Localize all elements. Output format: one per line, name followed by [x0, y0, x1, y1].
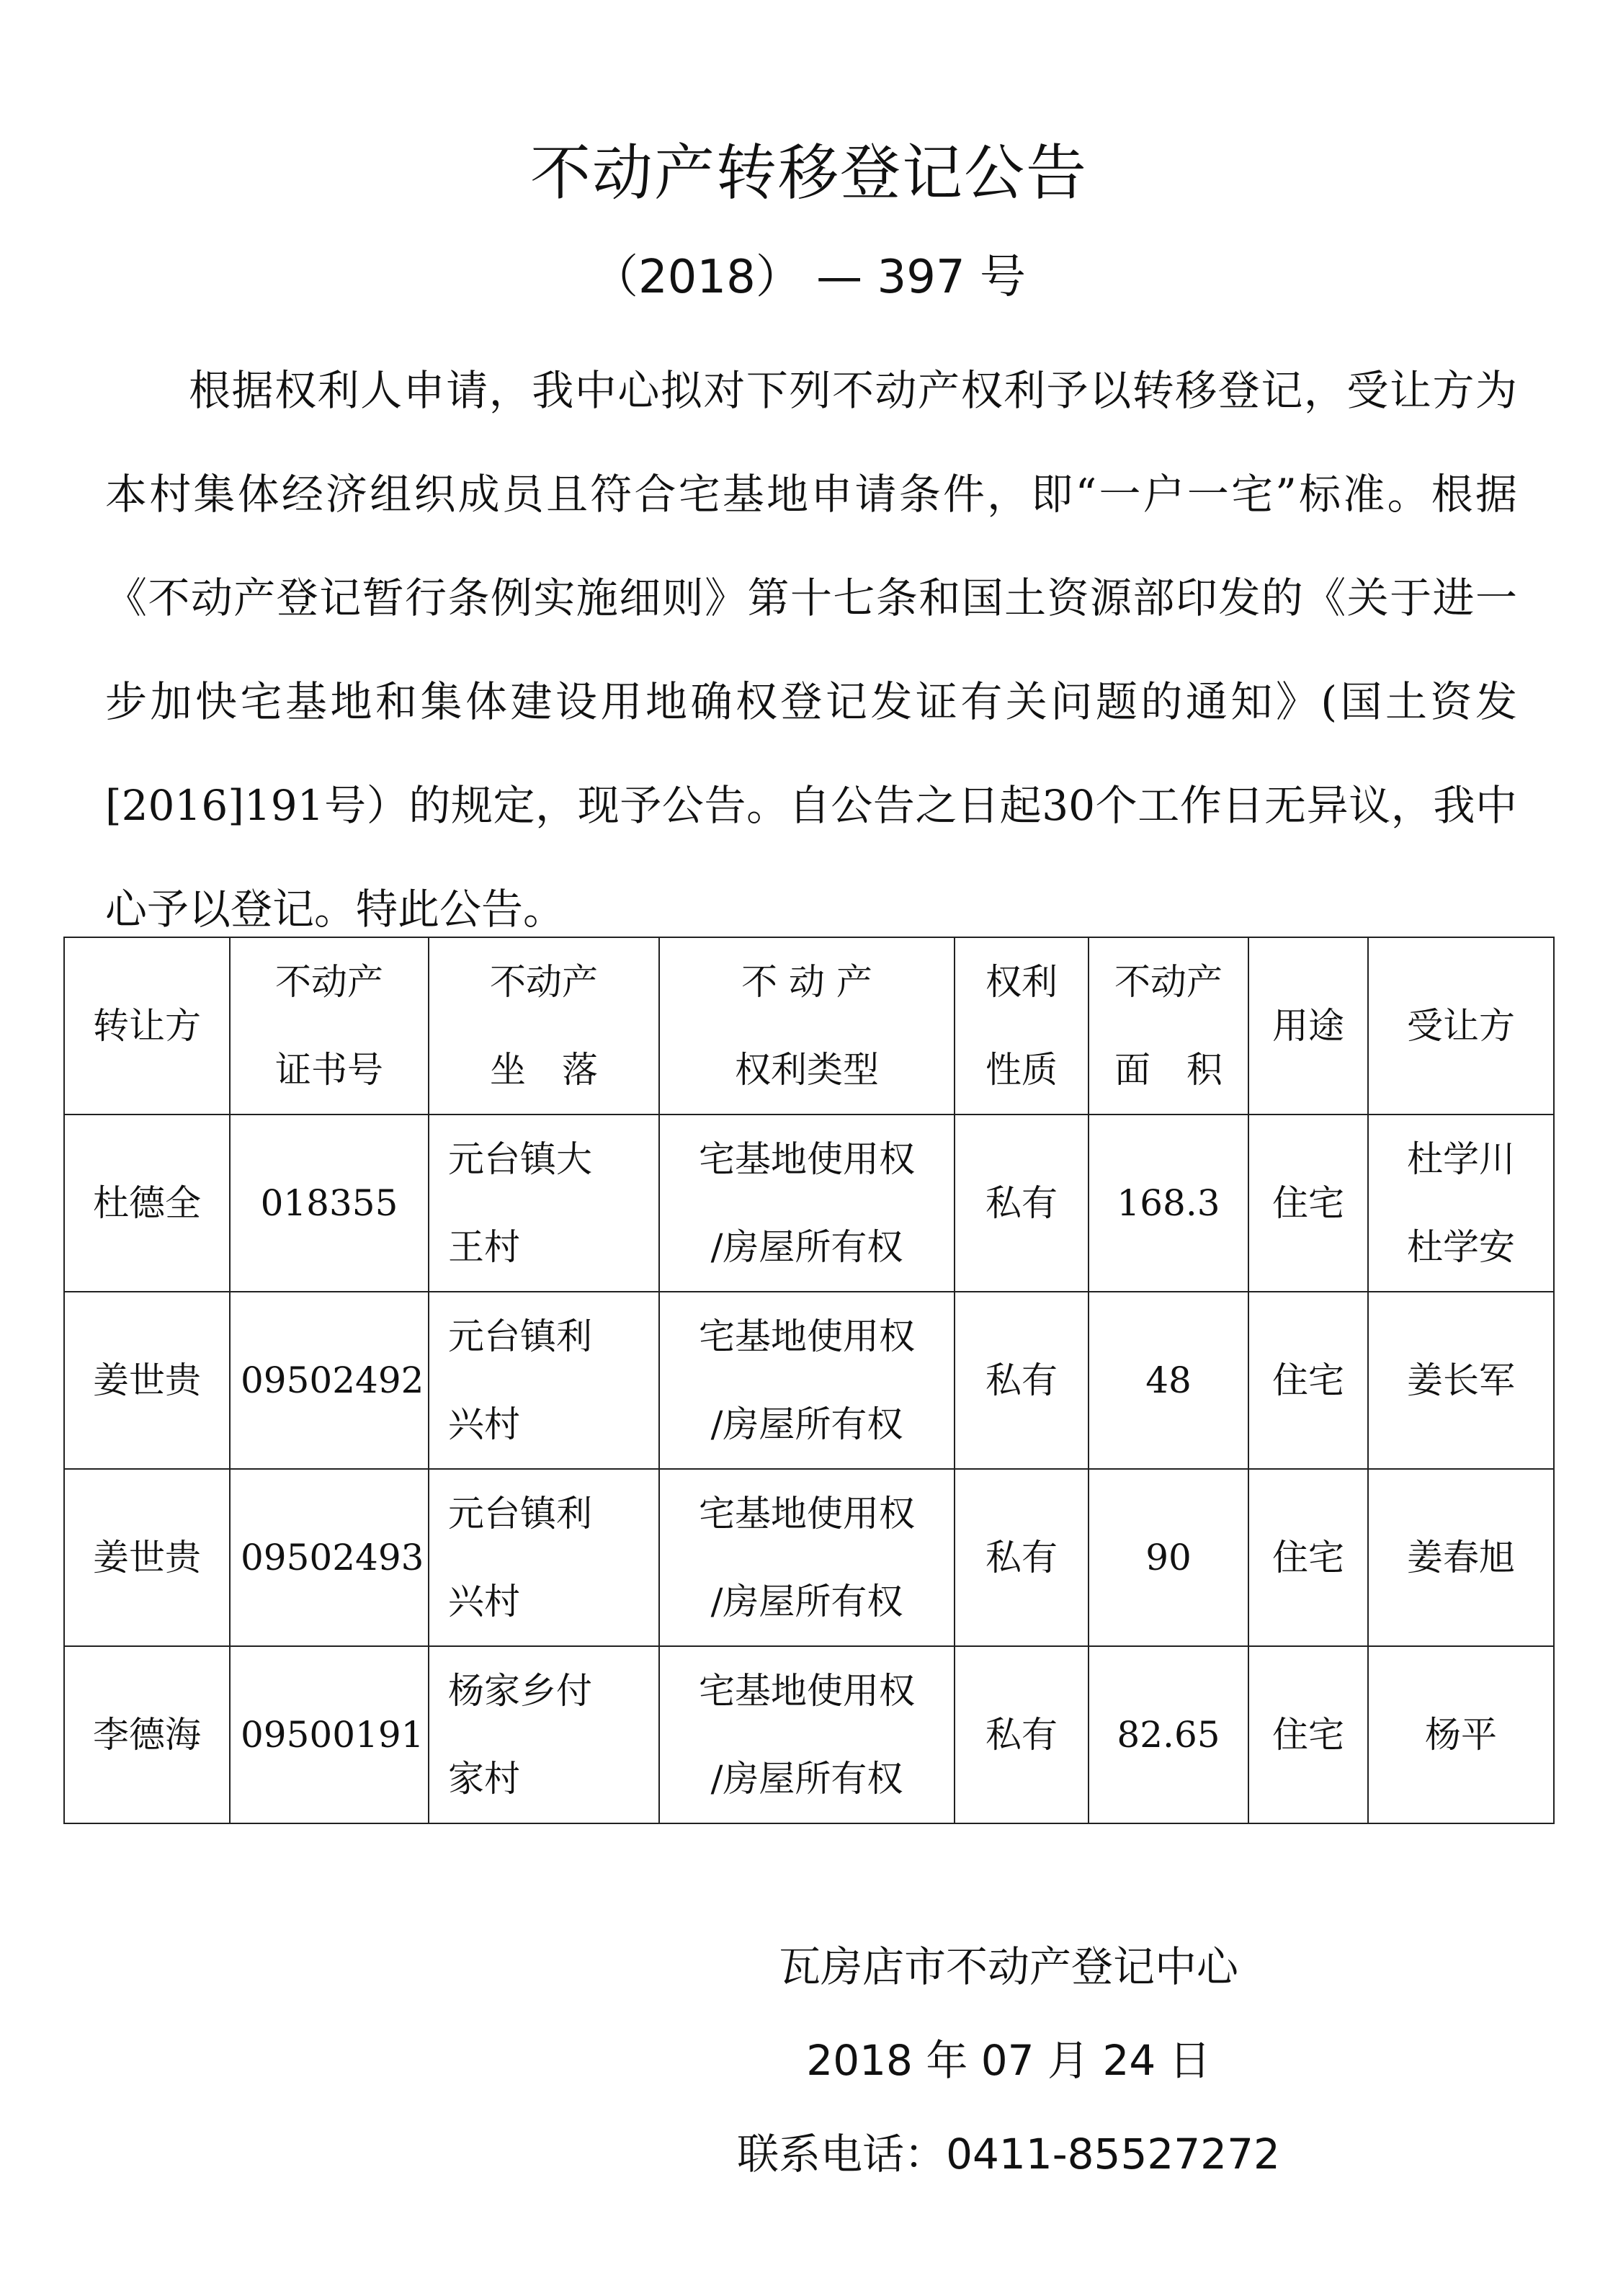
- cell-location: 元台镇大 王村: [429, 1115, 659, 1292]
- page-title: 不动产转移登记公告: [529, 138, 1088, 208]
- header-transferee: 受让方: [1368, 937, 1554, 1115]
- table-header-row: [64, 937, 1554, 1115]
- cell-nature: 私有: [955, 1469, 1089, 1646]
- cell-area: 90: [1089, 1469, 1248, 1646]
- contact-phone: 联系电话：0411-85527272: [737, 2130, 1280, 2179]
- cell-transferee: 杨平: [1368, 1646, 1554, 1823]
- cell-right-type: 宅基地使用权 /房屋所有权: [659, 1115, 955, 1292]
- issue-date: 2018 年 07 月 24 日: [806, 2036, 1211, 2085]
- cell-nature: 私有: [955, 1115, 1089, 1292]
- cell-nature: 私有: [955, 1646, 1089, 1823]
- cell-location: 元台镇利 兴村: [429, 1469, 659, 1646]
- cell-cert-no: 09500191: [230, 1646, 429, 1823]
- cell-location: 元台镇利 兴村: [429, 1292, 659, 1469]
- cell-transferor: 姜世贵: [64, 1292, 230, 1469]
- table-row: [64, 1115, 1554, 1292]
- cell-area: 48: [1089, 1292, 1248, 1469]
- cell-cert-no: 09502493: [230, 1469, 429, 1646]
- cell-usage: 住宅: [1248, 1292, 1368, 1469]
- header-area: 不动产 面 积: [1089, 937, 1248, 1115]
- header-location: 不动产 坐 落: [429, 937, 659, 1115]
- cell-usage: 住宅: [1248, 1115, 1368, 1292]
- header-usage: 用途: [1248, 937, 1368, 1115]
- cell-right-type: 宅基地使用权 /房屋所有权: [659, 1292, 955, 1469]
- header-cert-no: 不动产 证书号: [230, 937, 429, 1115]
- transfer-records-table: [63, 937, 1555, 1824]
- cell-transferor: 杜德全: [64, 1115, 230, 1292]
- header-nature: 权利 性质: [955, 937, 1089, 1115]
- document-number: （2018） — 397 号: [591, 251, 1027, 304]
- cell-cert-no: 09502492: [230, 1292, 429, 1469]
- cell-right-type: 宅基地使用权 /房屋所有权: [659, 1469, 955, 1646]
- announcement-body: [105, 339, 1517, 961]
- header-right-type: 不 动 产 权利类型: [659, 937, 955, 1115]
- cell-transferor: 李德海: [64, 1646, 230, 1823]
- issuing-organization: 瓦房店市不动产登记中心: [778, 1942, 1238, 1991]
- cell-usage: 住宅: [1248, 1646, 1368, 1823]
- cell-area: 82.65: [1089, 1646, 1248, 1823]
- announcement-paragraph: 根据权利人申请，我中心拟对下列不动产权利予以转移登记，受让方为本村集体经济组织成员且符合宅基地申请条件，即“一户一宅”标准。根据《不动产登记暂行条例实施细则》第十七条和国土资源部印发的《关于进一步加快宅基地和集体建设用地确权登记发证有关问题的通知》(国土资发[2016]191号）的规定，现予公告。自公告之日起30个工作日无异议，我中心予以登记。特此公告。: [105, 366, 1517, 934]
- cell-transferee: 姜长军: [1368, 1292, 1554, 1469]
- cell-usage: 住宅: [1248, 1469, 1368, 1646]
- cell-right-type: 宅基地使用权 /房屋所有权: [659, 1646, 955, 1823]
- cell-cert-no: 018355: [230, 1115, 429, 1292]
- table-row: [64, 1469, 1554, 1646]
- cell-transferor: 姜世贵: [64, 1469, 230, 1646]
- cell-transferee: 杜学川 杜学安: [1368, 1115, 1554, 1292]
- cell-nature: 私有: [955, 1292, 1089, 1469]
- header-transferor: 转让方: [64, 937, 230, 1115]
- cell-location: 杨家乡付 家村: [429, 1646, 659, 1823]
- table-row: [64, 1646, 1554, 1823]
- cell-area: 168.3: [1089, 1115, 1248, 1292]
- table-row: [64, 1292, 1554, 1469]
- cell-transferee: 姜春旭: [1368, 1469, 1554, 1646]
